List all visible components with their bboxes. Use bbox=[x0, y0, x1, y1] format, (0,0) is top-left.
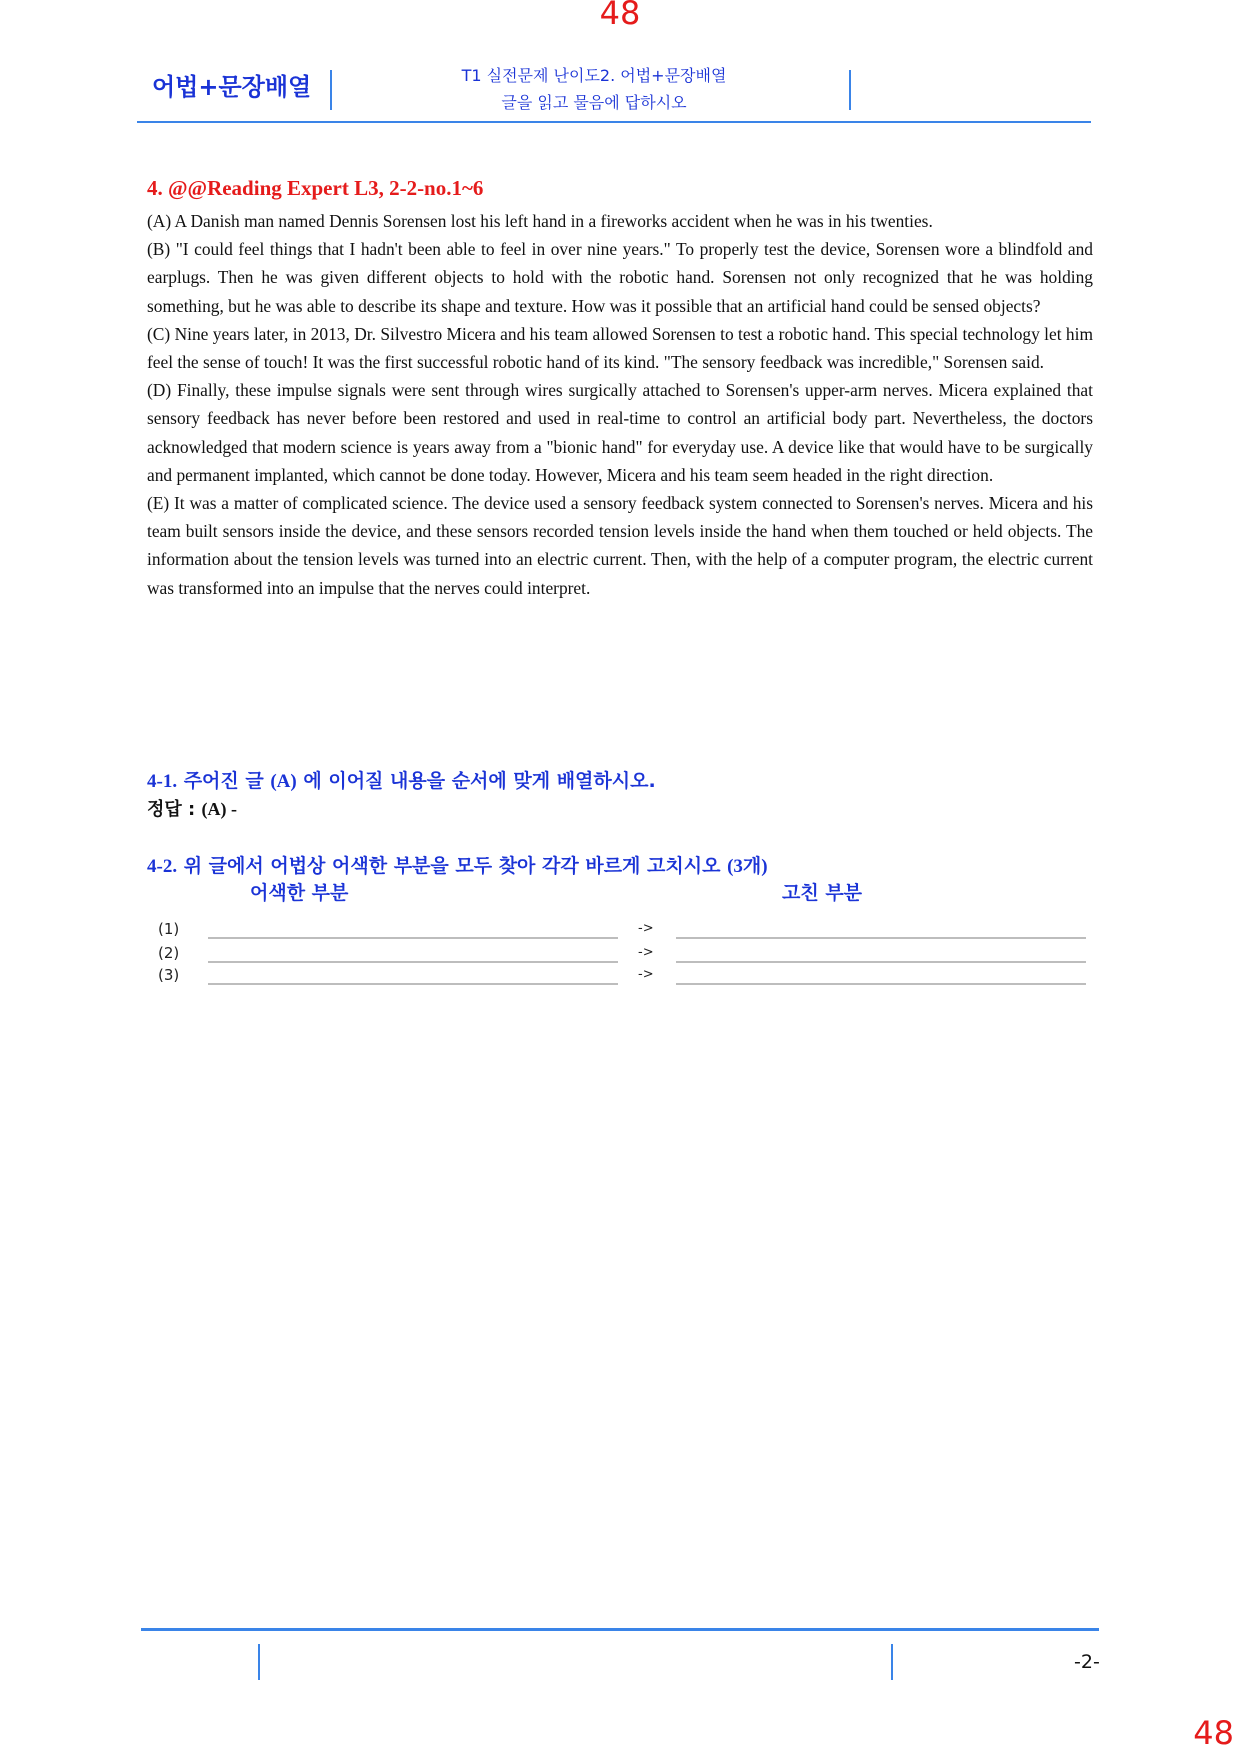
question-4-2-count: (3개) bbox=[727, 856, 768, 877]
question-4-2-text: 위 글에서 어법상 어색한 부분을 모두 찾아 각각 바르게 고치시오 bbox=[183, 855, 721, 877]
paragraph-c: (C) Nine years later, in 2013, Dr. Silvestro Micera and his team allowed Sorensen to test a robotic hand. This special technology let him feel the sense of touch! It was the first successful robotic hand of its kind. "The sensory feedback was incredible," Sorensen said. bbox=[147, 323, 1093, 373]
correction-row bbox=[158, 919, 1088, 941]
question-4-1 bbox=[147, 768, 656, 795]
wrong-part-blank[interactable] bbox=[208, 961, 618, 963]
question-4-1-text-after: 에 이어질 내용을 순서에 맞게 배열하시오. bbox=[303, 770, 656, 792]
page-number-top: 48 bbox=[599, 0, 641, 32]
header-title: T1 실전문제 난이도2. 어법+문장배열 bbox=[461, 66, 727, 85]
row-number: (1) bbox=[158, 920, 180, 938]
correction-row bbox=[158, 943, 1088, 965]
answer-line bbox=[147, 796, 237, 823]
arrow-label: -> bbox=[638, 945, 654, 960]
fixed-part-blank[interactable] bbox=[676, 983, 1086, 985]
page-number-bottom: 48 bbox=[1193, 1714, 1234, 1752]
header-divider-right bbox=[849, 70, 851, 110]
answer-label: 정답 : bbox=[147, 799, 196, 820]
paragraph-e: (E) It was a matter of complicated science. The device used a sensory feedback system connected to Sorensen's nerves. Micera and his team built sensors inside the device, and these sensors recorded tension levels inside the hand when them touched or held objects. The information about the tension levels was turned into an electric current. Then, with the help of a computer program, the electric current was transformed into an impulse that the nerves could interpret. bbox=[147, 493, 1093, 598]
question-4-1-text-before: 주어진 글 bbox=[183, 770, 264, 792]
question-4-2 bbox=[147, 853, 768, 880]
answer-value: (A) - bbox=[201, 799, 238, 819]
arrow-label: -> bbox=[638, 921, 654, 936]
paragraph-a: (A) A Danish man named Dennis Sorensen lost his left hand in a fireworks accident when he was in his twenties. bbox=[147, 211, 933, 231]
correction-row bbox=[158, 965, 1088, 987]
reading-passage bbox=[147, 207, 1093, 602]
footer-page-label: -2- bbox=[1074, 1651, 1100, 1673]
wrong-part-blank[interactable] bbox=[208, 983, 618, 985]
header-instruction: 글을 읽고 물음에 답하시오 bbox=[501, 93, 687, 112]
question-4-1-mark: (A) bbox=[270, 771, 297, 792]
paragraph-d: (D) Finally, these impulse signals were sent through wires surgically attached to Sorensen's upper-arm nerves. Micera explained that sensory feedback has never before been restored and used in real-time to control an artificial body part. Nevertheless, the doctors acknowledged that modern science is years away from a "bionic hand" for everyday use. A device like that would have to be surgically and permanent implanted, which cannot be done today. However, Micera and his team seem headed in the right direction. bbox=[147, 380, 1093, 485]
column-header-fixed: 고친 부분 bbox=[782, 882, 863, 904]
row-number: (3) bbox=[158, 966, 180, 984]
question-title: 4. @@Reading Expert L3, 2-2-no.1~6 bbox=[147, 176, 484, 200]
row-number: (2) bbox=[158, 944, 180, 962]
column-header-wrong: 어색한 부분 bbox=[250, 882, 349, 904]
fixed-part-blank[interactable] bbox=[676, 937, 1086, 939]
header-rule bbox=[137, 121, 1091, 123]
header-subject: 어법+문장배열 bbox=[152, 73, 312, 101]
footer-rule bbox=[141, 1628, 1099, 1631]
fixed-part-blank[interactable] bbox=[676, 961, 1086, 963]
question-4-2-number: 4-2. bbox=[147, 856, 178, 877]
question-4-1-number: 4-1. bbox=[147, 771, 178, 792]
paragraph-b: (B) "I could feel things that I hadn't been able to feel in over nine years." To properly test the device, Sorensen wore a blindfold and earplugs. Then he was given different objects to hold with the robotic hand. Sorensen not only recognized that he was holding something, but he was able to describe its shape and texture. How was it possible that an artificial hand could be sensed objects? bbox=[147, 239, 1093, 316]
arrow-label: -> bbox=[638, 967, 654, 982]
wrong-part-blank[interactable] bbox=[208, 937, 618, 939]
footer-divider-left bbox=[258, 1644, 260, 1680]
footer-divider-right bbox=[891, 1644, 893, 1680]
